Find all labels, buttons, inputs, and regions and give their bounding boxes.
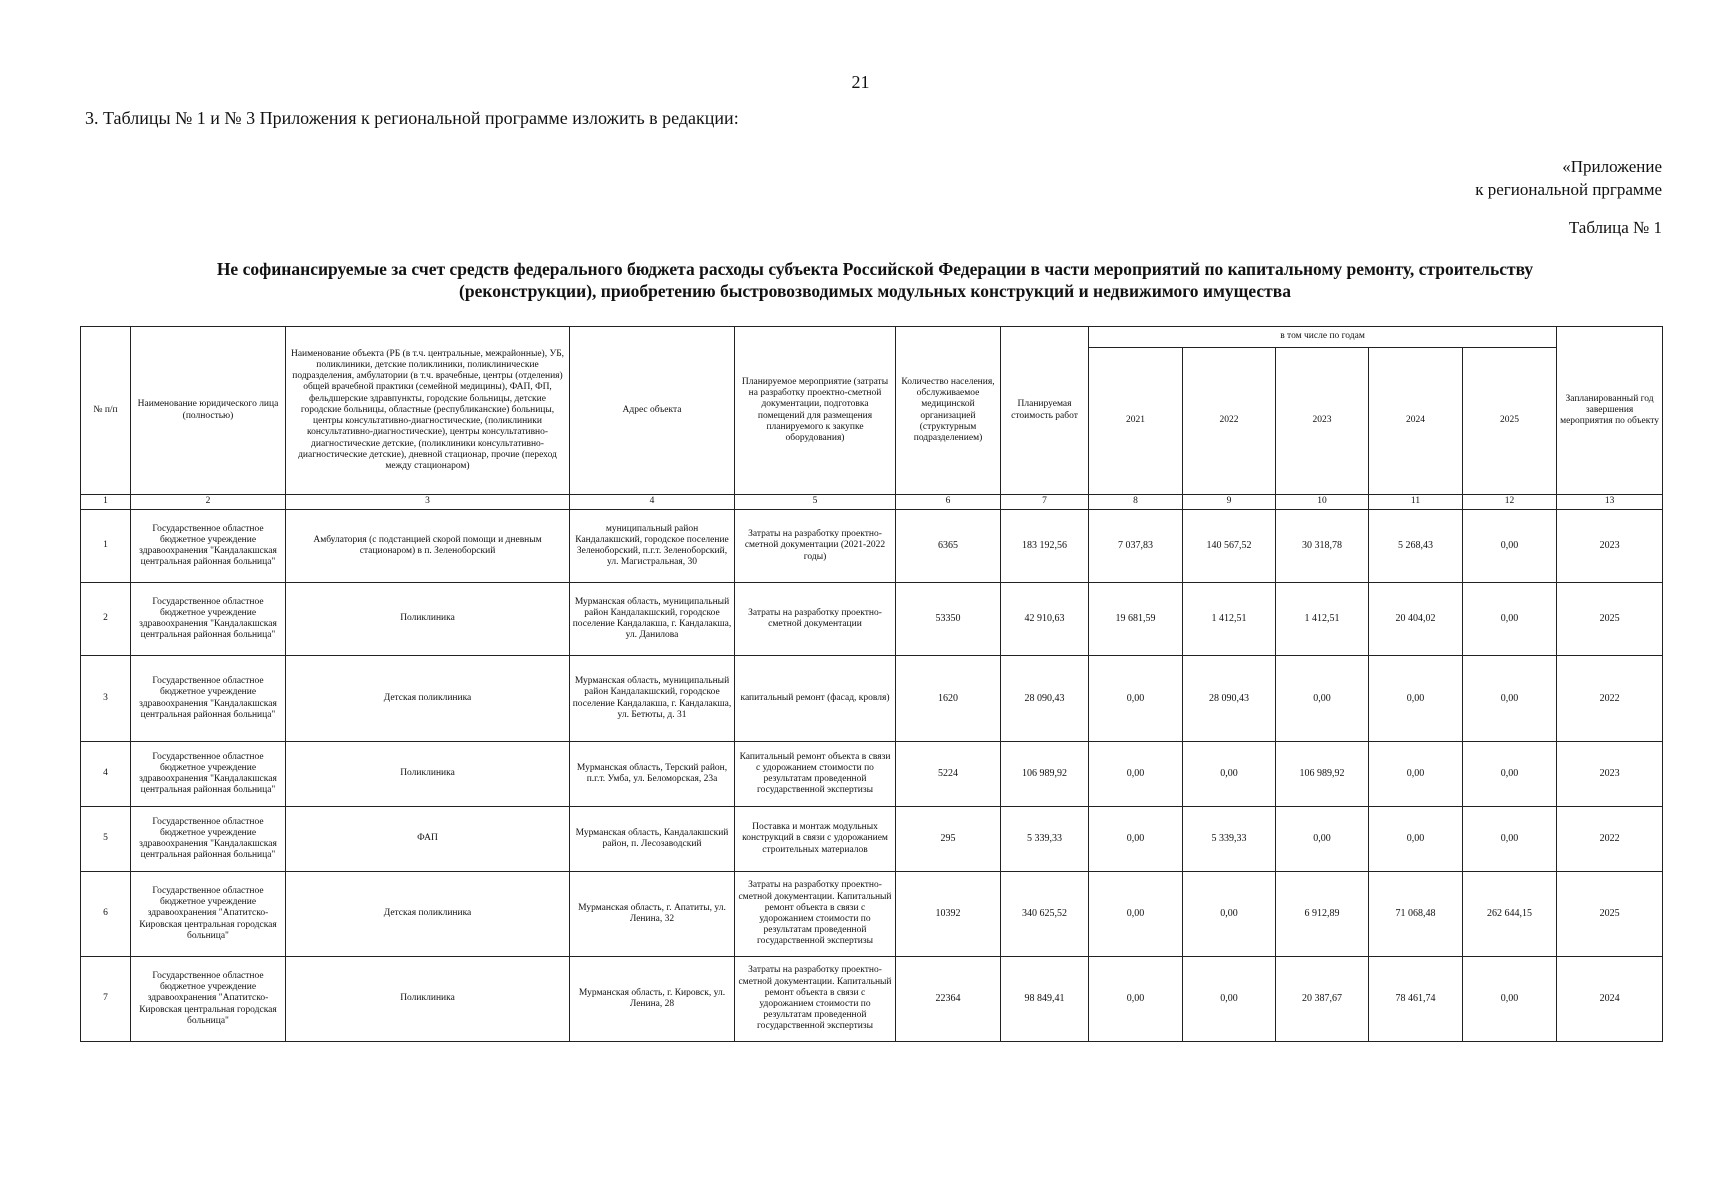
cell-object: Детская поликлиника (286, 872, 570, 957)
cell-2022: 5 339,33 (1183, 807, 1276, 872)
table-row (81, 656, 1663, 742)
header-years-group: в том числе по годам (1089, 327, 1557, 348)
cell-2025: 0,00 (1463, 957, 1557, 1042)
table-title-line-2: (реконструкции), приобретению быстровозводимых модульных конструкций и недвижимого имущества (459, 281, 1291, 301)
cell-event: Поставка и монтаж модульных конструкций в связи с удорожанием строительных материалов (735, 807, 896, 872)
cell-2023: 6 912,89 (1276, 872, 1369, 957)
cell-2021: 0,00 (1089, 872, 1183, 957)
cell-2023: 20 387,67 (1276, 957, 1369, 1042)
header-2024: 2024 (1369, 348, 1463, 495)
cell-num: 7 (81, 957, 131, 1042)
header-row-group (81, 327, 1663, 348)
table-row (81, 807, 1663, 872)
appendix-heading (1475, 155, 1662, 201)
header-2025: 2025 (1463, 348, 1557, 495)
cell-2024: 71 068,48 (1369, 872, 1463, 957)
cell-org: Государственное областное бюджетное учреждение здравоохранения "Кандалакшская центральная районная больница" (131, 807, 286, 872)
header-object: Наименование объекта (РБ (в т.ч. центральные, межрайонные), УБ, поликлиники, детские поликлиники, поликлинические подразделения, амбулатории (в т.ч. врачебные, центры (отделения) общей врачебной практики (семейной медицины), ФАП, ФП, фельдшерские здравпункты, городские больницы, детские городские больницы, областные (республиканские) больницы, центры консультативно-диагностические, (поликлиники консультативно-диагностические), центры консультативно-диагностические детские, (поликлиники консультативно-диагностические детские), дневной стационар, прочие (переход между стационаром) (286, 327, 570, 495)
cell-2021: 7 037,83 (1089, 510, 1183, 583)
cell-population: 295 (896, 807, 1001, 872)
cell-2025: 0,00 (1463, 807, 1557, 872)
cell-org: Государственное областное бюджетное учреждение здравоохранения "Кандалакшская центральная районная больница" (131, 742, 286, 807)
col-number: 13 (1557, 495, 1663, 510)
table-label: Таблица № 1 (1568, 218, 1662, 237)
cell-num: 3 (81, 656, 131, 742)
cell-2023: 106 989,92 (1276, 742, 1369, 807)
header-end-year: Запланированный год завершения мероприятия по объекту (1557, 327, 1663, 495)
col-number: 5 (735, 495, 896, 510)
cell-population: 53350 (896, 583, 1001, 656)
col-number: 11 (1369, 495, 1463, 510)
cell-end-year: 2023 (1557, 742, 1663, 807)
col-number: 4 (570, 495, 735, 510)
cell-2022: 1 412,51 (1183, 583, 1276, 656)
table-row (81, 957, 1663, 1042)
cell-org: Государственное областное бюджетное учреждение здравоохранения "Апатитско-Кировская центральная городская больница" (131, 957, 286, 1042)
cell-2025: 0,00 (1463, 656, 1557, 742)
intro-paragraph: 3. Таблицы № 1 и № 3 Приложения к региональной программе изложить в редакции: (85, 108, 739, 128)
cell-address: Мурманская область, г. Апатиты, ул. Ленина, 32 (570, 872, 735, 957)
cell-2022: 0,00 (1183, 742, 1276, 807)
col-number: 6 (896, 495, 1001, 510)
cell-2022: 0,00 (1183, 957, 1276, 1042)
column-numbers-row (81, 495, 1663, 510)
col-number: 3 (286, 495, 570, 510)
header-org: Наименование юридического лица (полностью) (131, 327, 286, 495)
cell-event: капитальный ремонт (фасад, кровля) (735, 656, 896, 742)
header-event: Планируемое мероприятие (затраты на разработку проектно-сметной документации, подготовка помещений для размещения планируемого к закупке оборудования) (735, 327, 896, 495)
cell-num: 5 (81, 807, 131, 872)
cell-cost: 183 192,56 (1001, 510, 1089, 583)
col-number: 8 (1089, 495, 1183, 510)
cell-object: Поликлиника (286, 583, 570, 656)
cell-2025: 0,00 (1463, 742, 1557, 807)
cell-2024: 5 268,43 (1369, 510, 1463, 583)
cell-org: Государственное областное бюджетное учреждение здравоохранения "Кандалакшская центральная районная больница" (131, 656, 286, 742)
table-row (81, 742, 1663, 807)
cell-address: Мурманская область, муниципальный район Кандалакшский, городское поселение Кандалакша, г. Кандалакша, ул. Данилова (570, 583, 735, 656)
cell-num: 1 (81, 510, 131, 583)
cell-2024: 78 461,74 (1369, 957, 1463, 1042)
cell-object: Детская поликлиника (286, 656, 570, 742)
cell-population: 22364 (896, 957, 1001, 1042)
cell-population: 5224 (896, 742, 1001, 807)
cell-cost: 106 989,92 (1001, 742, 1089, 807)
page-number: 21 (851, 72, 870, 92)
cell-end-year: 2022 (1557, 656, 1663, 742)
header-2021: 2021 (1089, 348, 1183, 495)
cell-2024: 0,00 (1369, 656, 1463, 742)
col-number: 1 (81, 495, 131, 510)
header-2022: 2022 (1183, 348, 1276, 495)
cell-population: 6365 (896, 510, 1001, 583)
cell-cost: 28 090,43 (1001, 656, 1089, 742)
cell-end-year: 2025 (1557, 583, 1663, 656)
table-title (110, 258, 1640, 302)
cell-2021: 0,00 (1089, 957, 1183, 1042)
cell-org: Государственное областное бюджетное учреждение здравоохранения "Кандалакшская центральная районная больница" (131, 583, 286, 656)
cell-org: Государственное областное бюджетное учреждение здравоохранения "Апатитско-Кировская центральная городская больница" (131, 872, 286, 957)
cell-end-year: 2023 (1557, 510, 1663, 583)
cell-2023: 0,00 (1276, 807, 1369, 872)
cell-2023: 0,00 (1276, 656, 1369, 742)
cell-org: Государственное областное бюджетное учреждение здравоохранения "Кандалакшская центральная районная больница" (131, 510, 286, 583)
cell-num: 6 (81, 872, 131, 957)
cell-2021: 19 681,59 (1089, 583, 1183, 656)
cell-address: Мурманская область, г. Кировск, ул. Ленина, 28 (570, 957, 735, 1042)
table-row (81, 510, 1663, 583)
appendix-line-1: «Приложение (1562, 157, 1662, 176)
cell-num: 4 (81, 742, 131, 807)
cell-population: 1620 (896, 656, 1001, 742)
cell-event: Затраты на разработку проектно-сметной документации. Капитальный ремонт объекта в связи с удорожанием стоимости по результатам проведенной государственной экспертизы (735, 872, 896, 957)
cell-cost: 98 849,41 (1001, 957, 1089, 1042)
header-2023: 2023 (1276, 348, 1369, 495)
cell-2022: 0,00 (1183, 872, 1276, 957)
col-number: 2 (131, 495, 286, 510)
cell-2025: 262 644,15 (1463, 872, 1557, 957)
header-cost: Планируемая стоимость работ (1001, 327, 1089, 495)
cell-address: муниципальный район Кандалакшский, городское поселение Зеленоборский, п.г.т. Зеленоборский, ул. Магистральная, 30 (570, 510, 735, 583)
cell-2021: 0,00 (1089, 807, 1183, 872)
cell-object: ФАП (286, 807, 570, 872)
cell-cost: 5 339,33 (1001, 807, 1089, 872)
cell-2023: 30 318,78 (1276, 510, 1369, 583)
table-title-line-1: Не софинансируемые за счет средств федерального бюджета расходы субъекта Российской Федерации в части мероприятий по капитальному ремонту, строительству (216, 259, 1534, 279)
cell-event: Капитальный ремонт объекта в связи с удорожанием стоимости по результатам проведенной государственной экспертизы (735, 742, 896, 807)
cell-address: Мурманская область, Терский район, п.г.т. Умба, ул. Беломорская, 23а (570, 742, 735, 807)
cell-2024: 0,00 (1369, 742, 1463, 807)
cell-2021: 0,00 (1089, 742, 1183, 807)
appendix-line-2: к региональной прграмме (1475, 180, 1662, 199)
cell-population: 10392 (896, 872, 1001, 957)
expenses-table (80, 326, 1663, 1042)
col-number: 12 (1463, 495, 1557, 510)
cell-2023: 1 412,51 (1276, 583, 1369, 656)
cell-event: Затраты на разработку проектно-сметной документации. Капитальный ремонт объекта в связи с удорожанием стоимости по результатам проведенной государственной экспертизы (735, 957, 896, 1042)
cell-2025: 0,00 (1463, 583, 1557, 656)
cell-object: Поликлиника (286, 742, 570, 807)
cell-cost: 340 625,52 (1001, 872, 1089, 957)
header-population: Количество населения, обслуживаемое медицинской организацией (структурным подразделением) (896, 327, 1001, 495)
cell-2022: 140 567,52 (1183, 510, 1276, 583)
cell-object: Амбулатория (с подстанцией скорой помощи и дневным стационаром) в п. Зеленоборский (286, 510, 570, 583)
cell-2024: 0,00 (1369, 807, 1463, 872)
table-row (81, 872, 1663, 957)
cell-object: Поликлиника (286, 957, 570, 1042)
cell-end-year: 2025 (1557, 872, 1663, 957)
cell-address: Мурманская область, Кандалакшский район, п. Лесозаводский (570, 807, 735, 872)
cell-event: Затраты на разработку проектно-сметной документации (735, 583, 896, 656)
col-number: 10 (1276, 495, 1369, 510)
cell-2024: 20 404,02 (1369, 583, 1463, 656)
cell-2021: 0,00 (1089, 656, 1183, 742)
cell-end-year: 2024 (1557, 957, 1663, 1042)
header-num: № п/п (81, 327, 131, 495)
cell-num: 2 (81, 583, 131, 656)
table-row (81, 583, 1663, 656)
cell-event: Затраты на разработку проектно-сметной документации (2021-2022 годы) (735, 510, 896, 583)
cell-2022: 28 090,43 (1183, 656, 1276, 742)
header-address: Адрес объекта (570, 327, 735, 495)
col-number: 9 (1183, 495, 1276, 510)
cell-end-year: 2022 (1557, 807, 1663, 872)
cell-cost: 42 910,63 (1001, 583, 1089, 656)
cell-2025: 0,00 (1463, 510, 1557, 583)
col-number: 7 (1001, 495, 1089, 510)
cell-address: Мурманская область, муниципальный район Кандалакшский, городское поселение Кандалакша, г. Кандалакша, ул. Бетюты, д. 31 (570, 656, 735, 742)
